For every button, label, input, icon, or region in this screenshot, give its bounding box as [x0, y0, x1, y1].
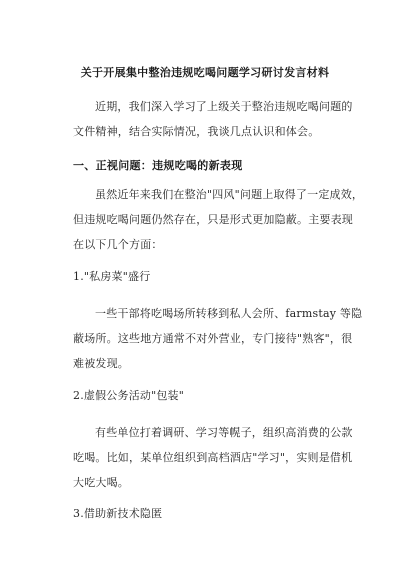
item-paragraph: [73, 301, 363, 376]
paragraph-line: 吃喝。比如，某单位组织到高档酒店"学习"，实则是借机: [73, 451, 353, 464]
intro-paragraph: [73, 94, 353, 144]
paragraph-line: 蔽场所。这些地方通常不对外营业，专门接待"熟客"，很: [73, 332, 353, 345]
section-heading: 一、正视问题：违规吃喝的新表现: [73, 159, 243, 172]
paragraph-line: 在以下几个方面：: [73, 238, 163, 251]
item-heading: 3.借助新技术隐匿: [73, 507, 163, 520]
item-heading: 1."私房菜"盛行: [73, 270, 151, 283]
paragraph-line: 虽然近年来我们在整治"四风"问题上取得了一定成效，: [95, 188, 364, 201]
item-paragraph: [73, 420, 353, 495]
item-heading: 2.虚假公务活动"包装": [73, 389, 185, 402]
paragraph-line: 有些单位打着调研、学习等幌子，组织高消费的公款: [95, 426, 353, 439]
paragraph-line: 大吃大喝。: [73, 476, 129, 489]
document-title: 关于开展集中整治违规吃喝问题学习研讨发言材料: [80, 66, 330, 79]
paragraph-line: 一些干部将吃喝场所转移到私人会所、farmstay 等隐: [95, 307, 363, 320]
intro-line: 文件精神，结合实际情况，我谈几点认识和体会。: [73, 125, 320, 138]
section-paragraph: [73, 182, 364, 257]
paragraph-line: 难被发现。: [73, 357, 129, 370]
paragraph-line: 但违规吃喝问题仍然存在，只是形式更加隐蔽。主要表现: [73, 213, 353, 226]
intro-line: 近期，我们深入学习了上级关于整治违规吃喝问题的: [95, 100, 353, 113]
